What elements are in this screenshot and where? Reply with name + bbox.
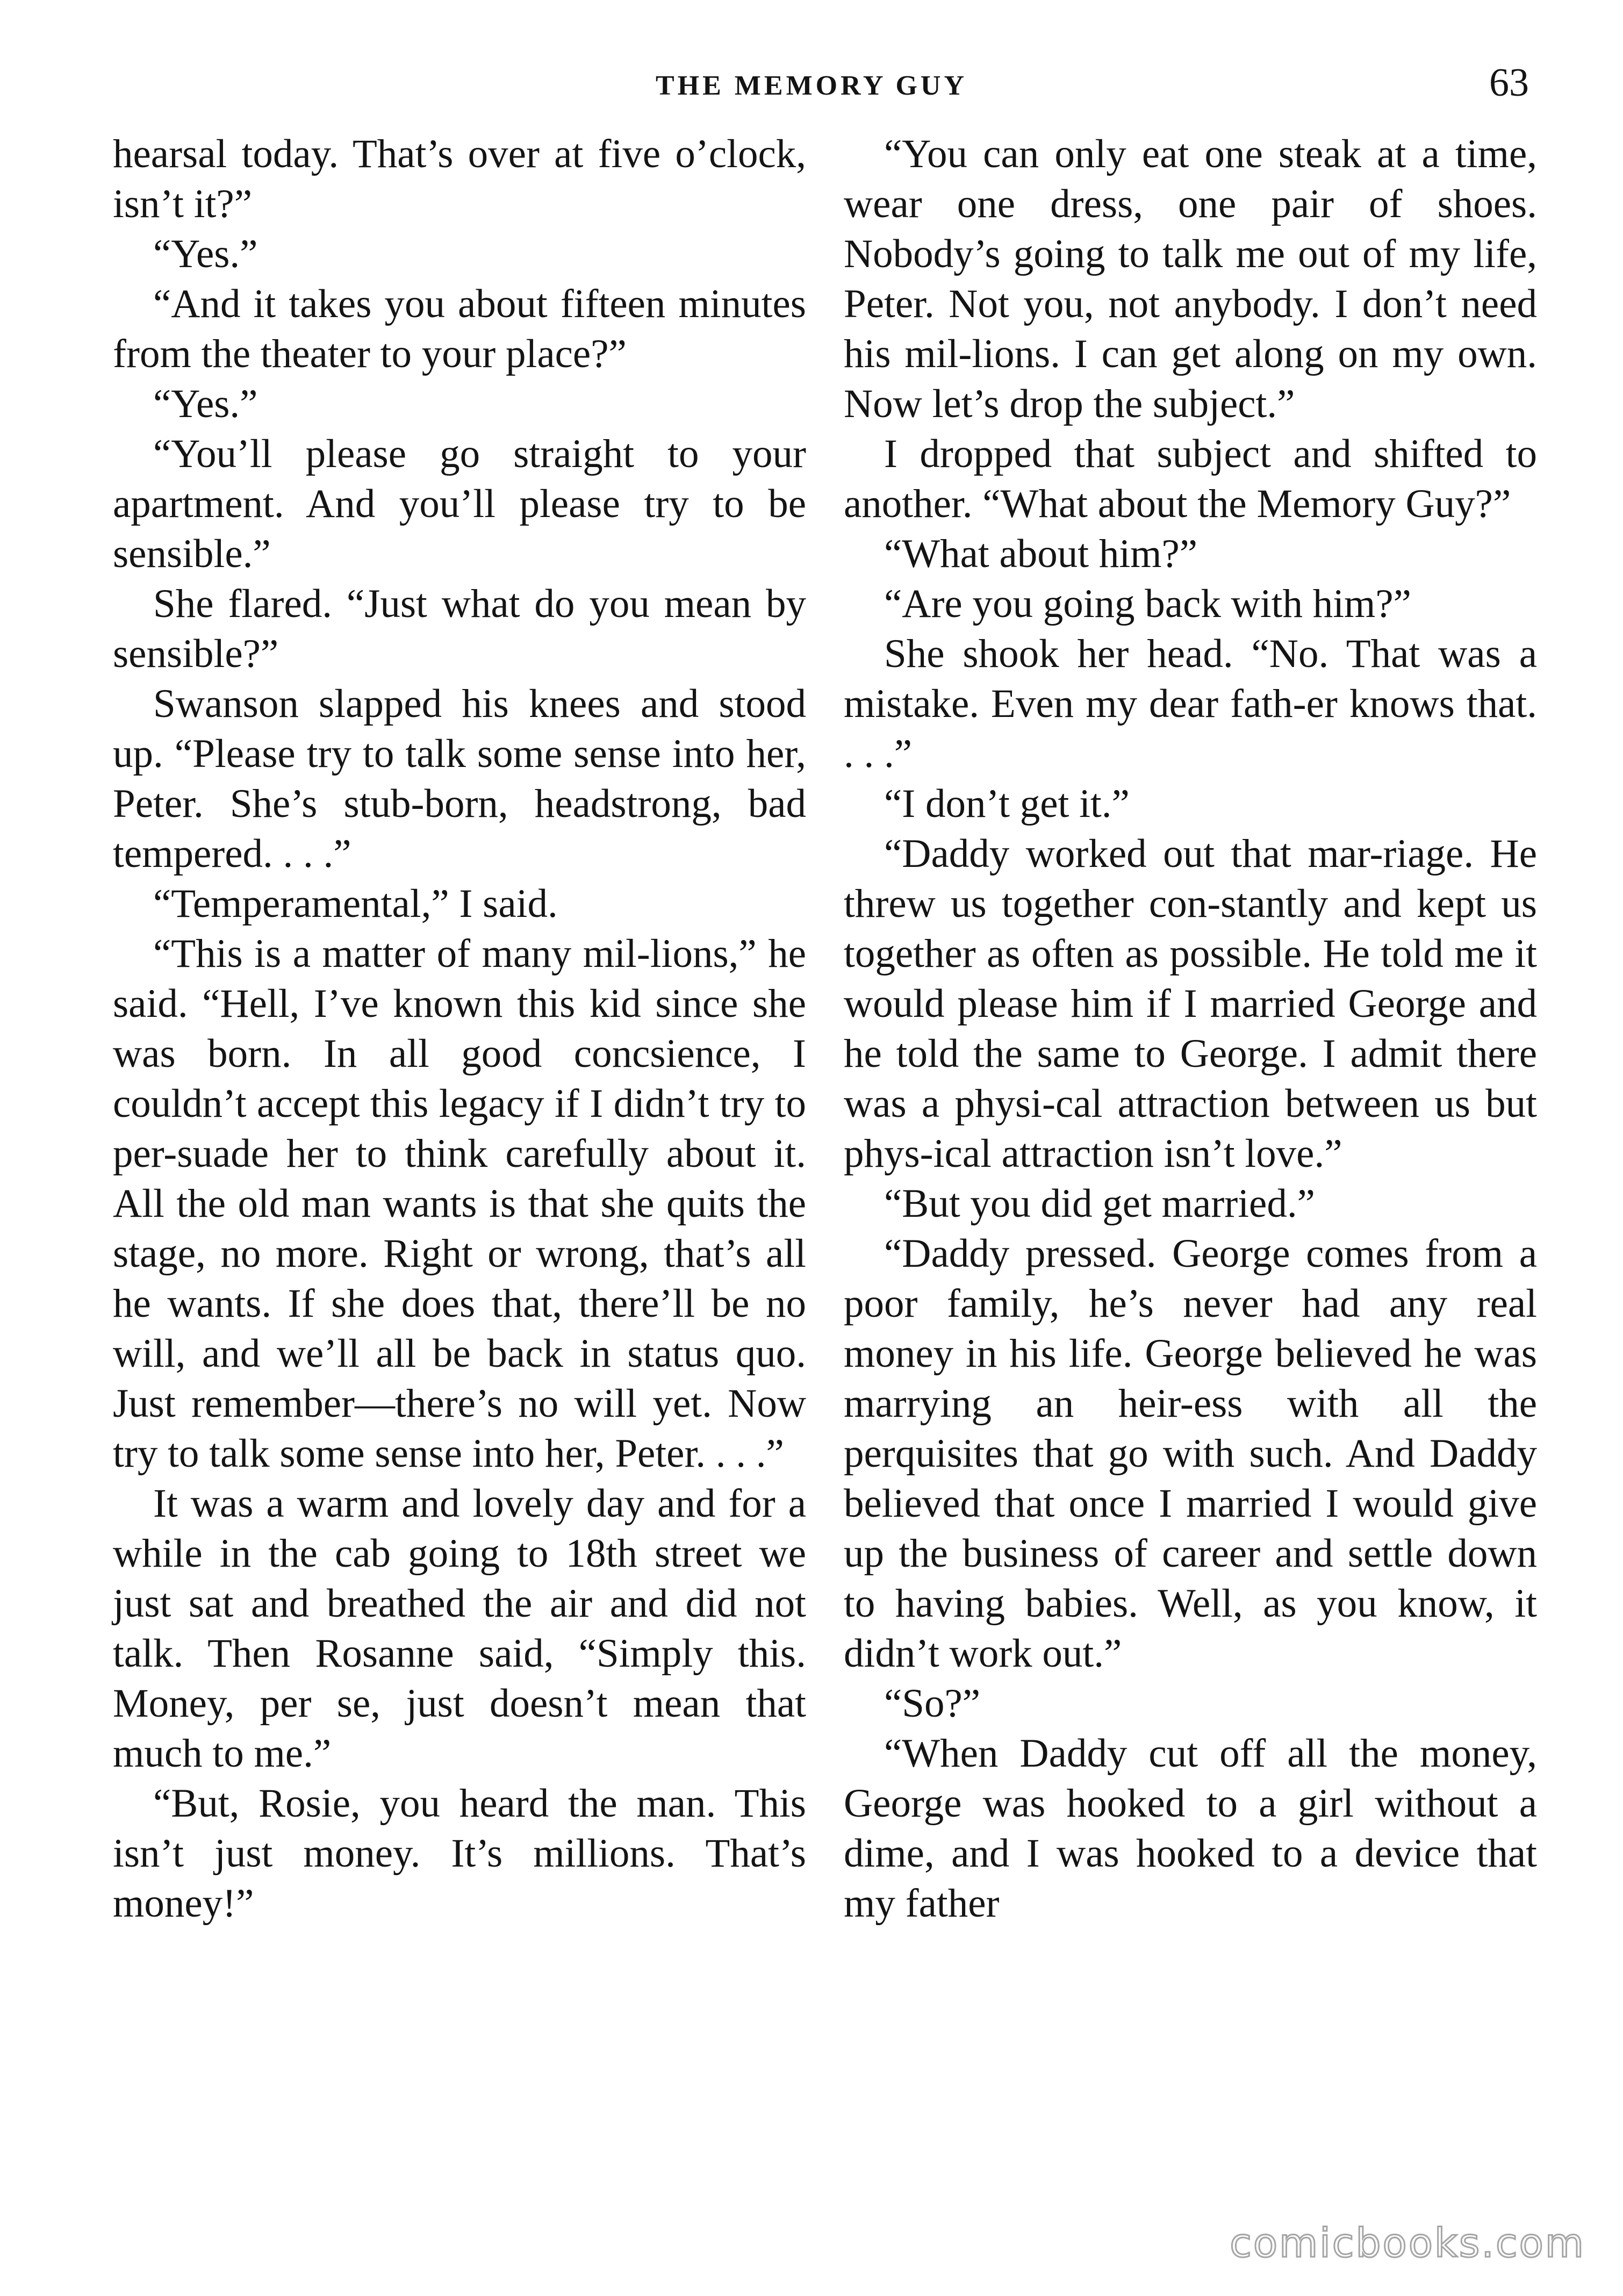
paragraph: She shook her head. “No. That was a mistake. Even my dear fath-er knows that. . . .” (844, 632, 1537, 776)
left-column (113, 129, 806, 1928)
paragraph: “Are you going back with him?” (884, 582, 1411, 626)
paragraph: Swanson slapped his knees and stood up. “Please try to talk some sense into her, Peter. She’s stub-born, headstrong, bad tempered. . . .” (113, 681, 806, 876)
paragraph: “So?” (884, 1681, 981, 1726)
paragraph: I dropped that subject and shifted to another. “What about the Memory Guy?” (844, 432, 1537, 526)
watermark: comicbooks.com (1230, 2220, 1585, 2266)
paragraph: “When Daddy cut off all the money, George was hooked to a girl without a dime, and I was hooked to a device that my father (844, 1731, 1537, 1926)
paragraph: “This is a matter of many mil-lions,” he said. “Hell, I’ve known this kid since she was born. In all good concsience, I couldn’t accept this legacy if I didn’t try to per-suade her to think carefully about it. All the old man wants is that she quits the stage, no more. Right or wrong, that’s all he wants. If she does that, there’ll be no will, and we’ll all be back in status quo. Just remember—there’s no will yet. Now try to talk some sense into her, Peter. . . .” (113, 931, 806, 1476)
paragraph: “But you did get married.” (884, 1181, 1315, 1226)
paragraph: “Daddy pressed. George comes from a poor family, he’s never had any real money in his life. George believed he was marrying an heir-ess with all the perquisites that go with such. And Daddy believed that once I married I would give up the business of career and settle down to having babies. Well, as you know, it didn’t work out.” (844, 1231, 1537, 1676)
paragraph: “You can only eat one steak at a time, wear one dress, one pair of shoes. Nobody’s going to talk me out of my life, Peter. Not you, not anybody. I don’t need his mil-lions. I can get along on my own. Now let’s drop the subject.” (844, 132, 1537, 426)
paragraph: “But, Rosie, you heard the man. This isn’t just money. It’s millions. That’s money!” (113, 1781, 806, 1926)
running-head: THE MEMORY GUY (655, 70, 967, 101)
page-number: 63 (1489, 61, 1529, 105)
right-column (844, 129, 1537, 1928)
paragraph: “What about him?” (884, 532, 1198, 576)
paragraph: She flared. “Just what do you mean by sensible?” (113, 582, 806, 676)
paragraph: “And it takes you about fifteen minutes from the theater to your place?” (113, 282, 806, 376)
paragraph: “Temperamental,” I said. (153, 881, 558, 926)
paragraph: hearsal today. That’s over at five o’clock, isn’t it?” (113, 132, 806, 226)
paragraph: “You’ll please go straight to your apartment. And you’ll please try to be sensible.” (113, 432, 806, 576)
paragraph: “Daddy worked out that mar-riage. He threw us together con-stantly and kept us together as often as possible. He told me it would please him if I married George and he told the same to George. I admit there was a physi-cal attraction between us but phys-ical attraction isn’t love.” (844, 831, 1537, 1176)
paragraph: “Yes.” (153, 232, 258, 276)
paragraph: “I don’t get it.” (884, 781, 1130, 826)
paragraph: It was a warm and lovely day and for a while in the cab going to 18th street we just sat and breathed the air and did not talk. Then Rosanne said, “Simply this. Money, per se, just doesn’t mean that much to me.” (113, 1481, 806, 1776)
paragraph: “Yes.” (153, 382, 258, 426)
